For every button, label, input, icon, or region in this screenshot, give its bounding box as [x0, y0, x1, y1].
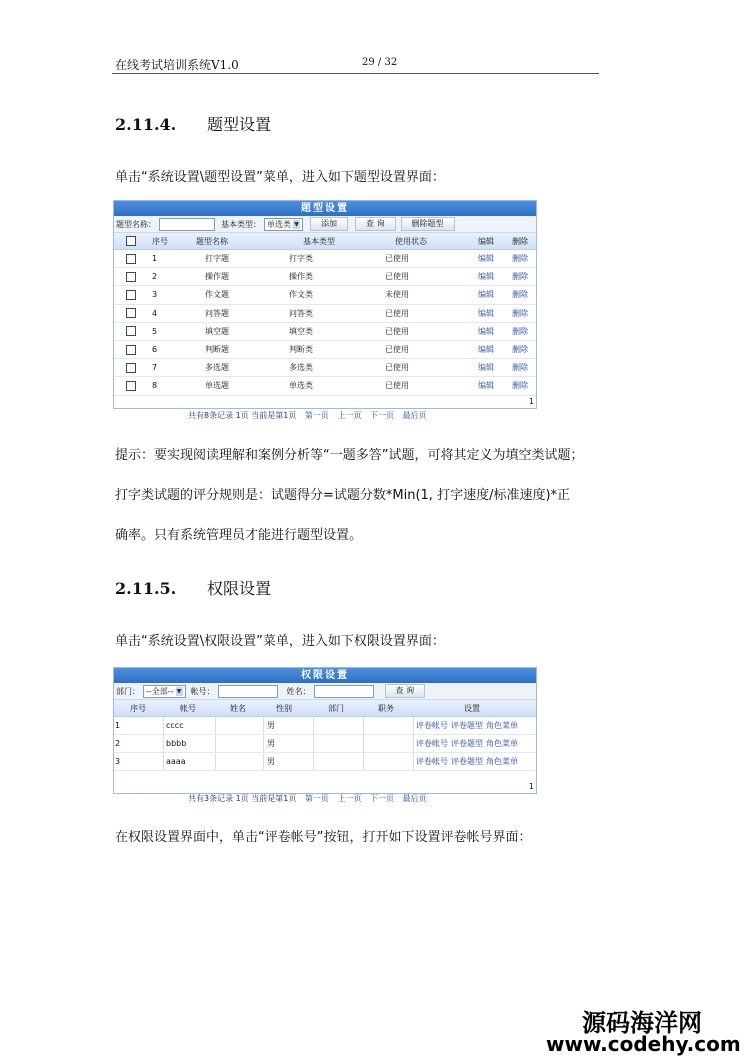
col-gender: 性别 [276, 703, 292, 713]
cell-type: 打字类 [289, 254, 313, 264]
permission-rows [114, 717, 536, 771]
table-row [114, 250, 536, 268]
pager-info: 共有8条记录 1页 当前是第1页 [188, 411, 297, 420]
account-input[interactable] [218, 685, 278, 698]
cell-name: 多选题 [205, 363, 229, 373]
pager-first-link[interactable]: 第一页 [304, 794, 329, 803]
delete-link[interactable]: 删除 [512, 381, 528, 391]
row-checkbox[interactable] [126, 290, 136, 300]
grading-type-link[interactable]: 评卷题型 [451, 721, 483, 730]
select-all-checkbox[interactable] [126, 236, 136, 246]
col-delete: 删除 [512, 236, 528, 246]
cell-status: 已使用 [385, 308, 409, 318]
panel-toolbar [114, 683, 536, 700]
col-no: 序号 [130, 703, 146, 713]
grading-account-link[interactable]: 评卷帐号 [416, 721, 448, 730]
cell-type: 多选类 [289, 363, 313, 373]
cell-name [216, 753, 264, 770]
account-label: 帐号： [190, 686, 215, 696]
page-indicator: 1 [528, 782, 534, 791]
cell-status: 已使用 [385, 254, 409, 264]
grading-account-link[interactable]: 评卷帐号 [416, 757, 448, 766]
query-button[interactable]: 查 询 [355, 217, 396, 231]
panel-title: 题型设置 [114, 201, 536, 216]
chevron-down-icon: ▼ [294, 220, 299, 228]
pager-last-link[interactable]: 最后页 [402, 794, 427, 803]
cell-name [216, 717, 264, 734]
outro-paragraph: 在权限设置界面中，单击“评卷帐号”按钮，打开如下设置评卷帐号界面： [115, 830, 532, 845]
delete-link[interactable]: 删除 [512, 254, 528, 264]
section-heading-permissions [115, 576, 271, 599]
section-number: 2.11.5. [115, 579, 177, 598]
pager-question-types [188, 410, 433, 421]
cell-job [364, 753, 414, 770]
dept-select[interactable] [143, 685, 186, 698]
cell-type: 单选类 [289, 381, 313, 391]
pager-info: 共有3条记录 1页 当前是第1页 [188, 794, 297, 803]
cell-name: 判断题 [205, 345, 229, 355]
table-row [114, 735, 536, 753]
question-type-rows [114, 250, 536, 396]
cell-no: 7 [152, 363, 158, 373]
pager-first-link[interactable]: 第一页 [304, 411, 329, 420]
cell-type: 操作类 [289, 272, 313, 282]
pager-next-link[interactable]: 下一页 [370, 411, 394, 420]
page-indicator: 1 [528, 396, 534, 406]
grading-type-link[interactable]: 评卷题型 [451, 757, 483, 766]
table-row [114, 305, 536, 323]
table-row [114, 286, 536, 304]
col-no: 序号 [152, 236, 168, 246]
cell-name [216, 735, 264, 752]
row-checkbox[interactable] [126, 381, 136, 391]
cell-type: 作文类 [289, 290, 313, 300]
cell-no: 1 [114, 717, 164, 734]
pager-next-link[interactable]: 下一页 [370, 794, 394, 803]
cell-type: 填空类 [289, 326, 313, 336]
edit-link[interactable]: 编辑 [478, 363, 494, 373]
delete-link[interactable]: 删除 [512, 345, 528, 355]
section-title: 题型设置 [207, 115, 272, 134]
panel-toolbar [114, 216, 536, 233]
delete-link[interactable]: 删除 [512, 290, 528, 300]
cell-no: 5 [152, 326, 158, 336]
col-type: 基本类型 [303, 236, 335, 246]
delete-link[interactable]: 删除 [512, 363, 528, 373]
tip-line-3: 确率。只有系统管理员才能进行题型设置。 [115, 528, 363, 543]
cell-gender: 男 [264, 753, 314, 770]
delete-link[interactable]: 删除 [512, 308, 528, 318]
cell-dept [314, 717, 364, 734]
edit-link[interactable]: 编辑 [478, 290, 494, 300]
basic-type-value: 单选类 [267, 219, 291, 229]
cell-name: 操作题 [205, 272, 229, 282]
col-settings: 设置 [464, 703, 480, 713]
panel-title: 权限设置 [114, 668, 536, 683]
query-button[interactable]: 查 询 [385, 684, 426, 698]
cell-name: 填空题 [205, 326, 229, 336]
basic-type-select[interactable] [264, 218, 303, 231]
type-name-label: 题型名称： [116, 219, 156, 229]
cell-status: 已使用 [385, 345, 409, 355]
cell-no: 3 [152, 290, 158, 300]
table-row [114, 268, 536, 286]
cell-status: 已使用 [385, 381, 409, 391]
table-header [114, 700, 536, 717]
cell-no: 4 [152, 308, 158, 318]
question-type-panel [113, 200, 537, 409]
col-name: 题型名称 [196, 236, 228, 246]
cell-dept [314, 735, 364, 752]
pager-last-link[interactable]: 最后页 [402, 411, 427, 420]
pager-prev-link[interactable]: 上一页 [337, 411, 362, 420]
row-checkbox[interactable] [126, 272, 136, 282]
dept-value: --全部-- [146, 686, 174, 696]
section-number: 2.11.4. [115, 115, 177, 134]
header-rule [112, 73, 599, 74]
col-edit: 编辑 [478, 236, 494, 246]
col-job: 职务 [378, 703, 394, 713]
table-row [114, 377, 536, 395]
edit-link[interactable]: 编辑 [478, 345, 494, 355]
name-input[interactable] [314, 685, 374, 698]
cell-name: 单选题 [205, 381, 229, 391]
cell-type: 问答类 [289, 308, 313, 318]
cell-no: 2 [114, 735, 164, 752]
grading-type-link[interactable]: 评卷题型 [451, 739, 483, 748]
panel-spacer [114, 771, 536, 781]
col-dept: 部门 [328, 703, 344, 713]
cell-name: 问答题 [205, 308, 229, 318]
cell-no: 8 [152, 381, 158, 391]
delete-type-button[interactable]: 删除题型 [401, 217, 455, 231]
dept-label: 部门： [116, 686, 140, 696]
permission-panel [113, 667, 537, 794]
table-row [114, 323, 536, 341]
cell-status: 已使用 [385, 363, 409, 373]
edit-link[interactable]: 编辑 [478, 272, 494, 282]
table-header [114, 233, 536, 250]
grading-account-link[interactable]: 评卷帐号 [416, 739, 448, 748]
type-name-input[interactable] [159, 218, 215, 231]
name-label: 姓名： [286, 686, 311, 696]
cell-dept [314, 753, 364, 770]
table-row [114, 753, 536, 771]
edit-link[interactable]: 编辑 [478, 254, 494, 264]
page-number: 29 / 32 [362, 57, 398, 68]
table-row [114, 341, 536, 359]
row-checkbox[interactable] [126, 254, 136, 264]
section-heading-question-types [115, 112, 271, 135]
intro-paragraph: 单击“系统设置\题型设置”菜单，进入如下题型设置界面： [115, 170, 445, 185]
row-checkbox[interactable] [126, 363, 136, 373]
cell-no: 6 [152, 345, 158, 355]
col-account: 帐号 [180, 703, 196, 713]
cell-status: 未使用 [385, 290, 409, 300]
table-row [114, 717, 536, 735]
chevron-down-icon: ▼ [176, 687, 182, 695]
row-checkbox[interactable] [126, 345, 136, 355]
cell-gender: 男 [264, 735, 314, 752]
table-row [114, 359, 536, 377]
delete-link[interactable]: 删除 [512, 272, 528, 282]
edit-link[interactable]: 编辑 [478, 326, 494, 336]
tip-line-1: 提示：要实现阅读理解和案例分析等“一题多答”试题，可将其定义为填空类试题； [115, 448, 584, 463]
cell-no: 1 [152, 254, 158, 264]
intro-paragraph: 单击“系统设置\权限设置”菜单，进入如下权限设置界面： [115, 634, 445, 649]
role-menu-link[interactable]: 角色菜单 [486, 721, 518, 730]
cell-no: 3 [114, 753, 164, 770]
watermark-line-2: www.codehy.com [546, 1032, 741, 1056]
pager-permissions [188, 793, 433, 804]
role-menu-link[interactable]: 角色菜单 [486, 739, 518, 748]
watermark-line-1: 源码海洋网 [582, 1009, 702, 1037]
col-status: 使用状态 [395, 236, 427, 246]
cell-account: bbbb [164, 735, 216, 752]
row-checkbox[interactable] [126, 308, 136, 318]
cell-no: 2 [152, 272, 158, 282]
basic-type-label: 基本类型： [221, 219, 261, 229]
cell-gender: 男 [264, 717, 314, 734]
role-menu-link[interactable]: 角色菜单 [486, 757, 518, 766]
row-checkbox[interactable] [126, 326, 136, 336]
cell-account: cccc [164, 717, 216, 734]
cell-type: 判断类 [289, 345, 313, 355]
col-name: 姓名 [230, 703, 246, 713]
section-title: 权限设置 [207, 579, 272, 598]
edit-link[interactable]: 编辑 [478, 308, 494, 318]
tip-line-2: 打字类试题的评分规则是：试题得分=试题分数*Min(1, 打字速度/标准速度)*正 [115, 488, 571, 503]
cell-account: aaaa [164, 753, 216, 770]
cell-name: 打字题 [205, 254, 229, 264]
cell-status: 已使用 [385, 326, 409, 336]
cell-name: 作文题 [205, 290, 229, 300]
cell-job [364, 735, 414, 752]
edit-link[interactable]: 编辑 [478, 381, 494, 391]
doc-header-title: 在线考试培训系统V1.0 [115, 58, 239, 72]
add-button[interactable]: 添加 [310, 217, 348, 231]
delete-link[interactable]: 删除 [512, 326, 528, 336]
pager-prev-link[interactable]: 上一页 [337, 794, 362, 803]
cell-status: 已使用 [385, 272, 409, 282]
cell-job [364, 717, 414, 734]
